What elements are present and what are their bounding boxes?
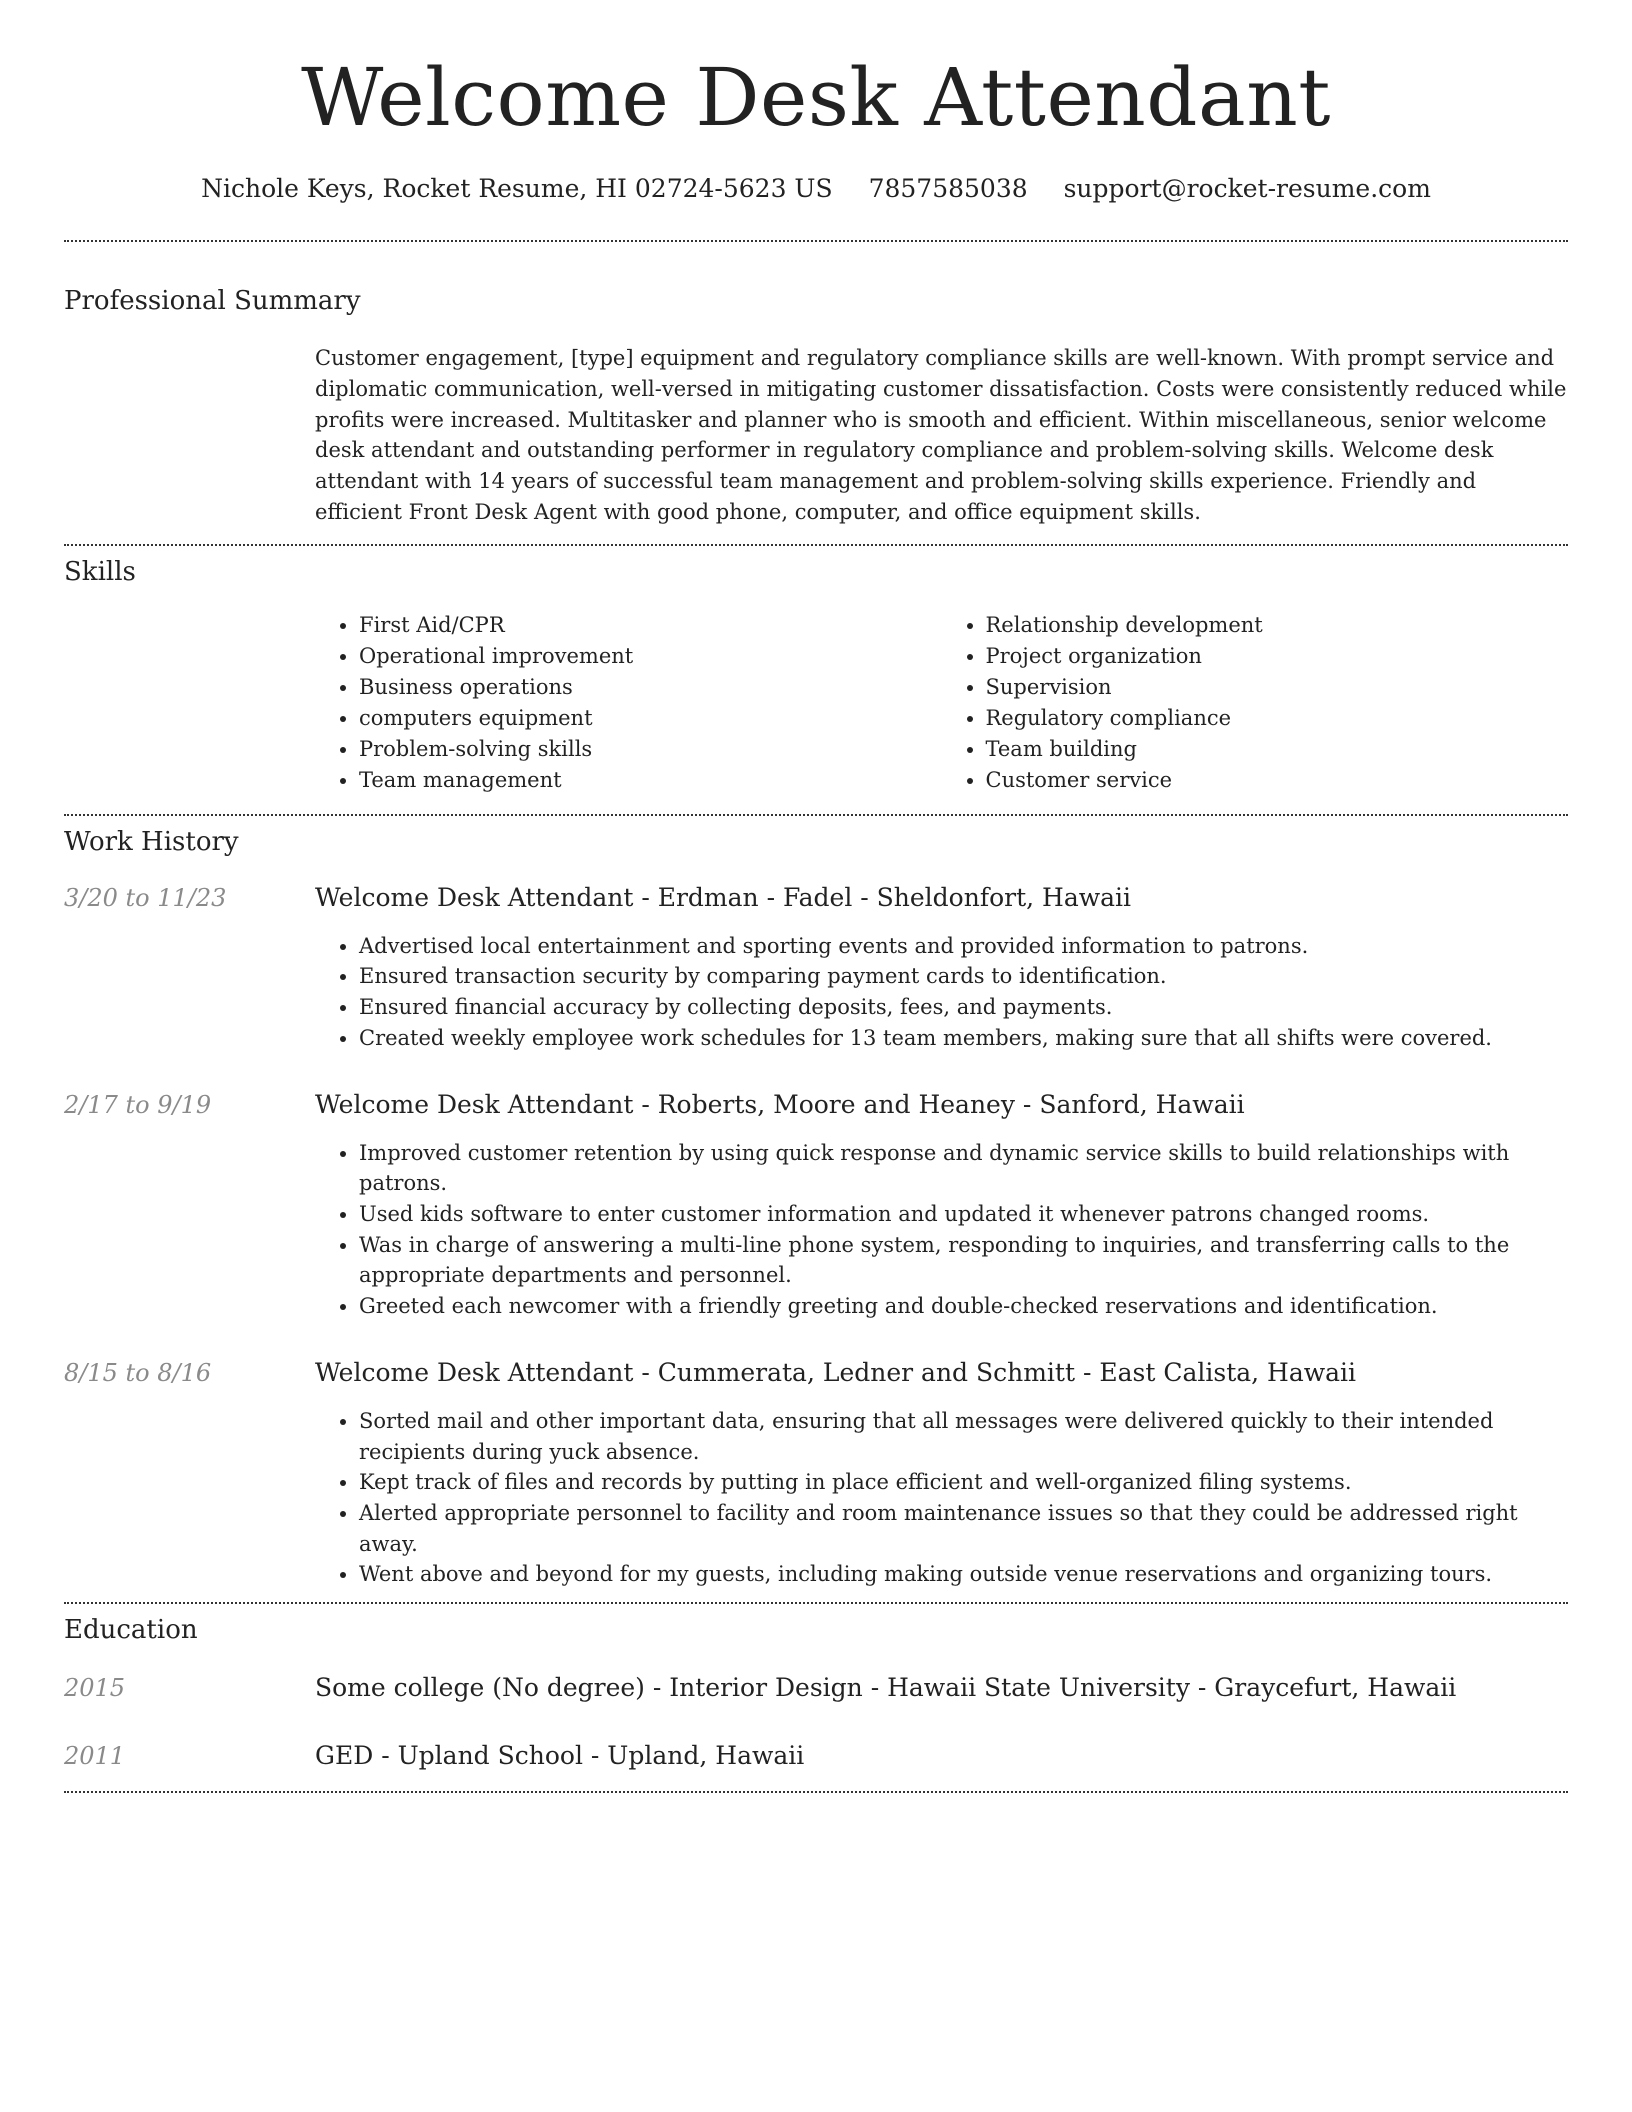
skill-item: • Business operations — [359, 672, 942, 703]
job-title: Welcome Desk Attendant - Roberts, Moore and Heaney - Sanford, Hawaii — [315, 1089, 1245, 1119]
job-date: 8/15 to 8/16 — [64, 1358, 212, 1387]
resume-title: Welcome Desk Attendant — [301, 51, 1331, 144]
job-bullet: • Was in charge of answering a multi-line phone system, responding to inquiries, and transferring calls to the appropriate departments and personnel. — [359, 1230, 1568, 1291]
job-title: Welcome Desk Attendant - Erdman - Fadel - Sheldonfort, Hawaii — [315, 882, 1132, 912]
skill-item: • Project organization — [986, 641, 1569, 672]
skill-item: • computers equipment — [359, 703, 942, 734]
job-bullet: • Kept track of files and records by putting in place efficient and well-organized filing systems. — [359, 1467, 1568, 1498]
job-bullets — [315, 1138, 1568, 1322]
skill-item: • Supervision — [986, 672, 1569, 703]
divider — [64, 1602, 1568, 1604]
skill-item: • Team building — [986, 734, 1569, 765]
job-date: 3/20 to 11/23 — [64, 883, 227, 912]
skill-item: • First Aid/CPR — [359, 610, 942, 641]
contact-email: support@rocket-resume.com — [1063, 174, 1431, 203]
divider — [64, 544, 1568, 546]
job-bullet: • Went above and beyond for my guests, including making outside venue reservations and organizing tours. — [359, 1559, 1568, 1590]
job-bullet: • Ensured transaction security by comparing payment cards to identification. — [359, 961, 1568, 992]
divider — [64, 240, 1568, 242]
job-entry — [64, 883, 1568, 1054]
job-header — [64, 1358, 1568, 1388]
skill-item: • Team management — [359, 765, 942, 796]
skills-grid — [315, 610, 1568, 796]
contact-phone: 7857585038 — [868, 174, 1028, 203]
skill-item: • Customer service — [986, 765, 1569, 796]
skill-item: • Problem-solving skills — [359, 734, 942, 765]
section-title-skills: Skills — [64, 556, 136, 587]
summary-text: Customer engagement, [type] equipment and regulatory compliance skills are well-known. With prompt service and diplomatic communication, well-versed in mitigating customer dissatisfaction. Costs were consistently reduced while profits were increased. Multitasker and planner who is smooth and efficient. Within miscellaneous, senior welcome desk attendant and outstanding performer in regulatory compliance and problem-solving skills. Welcome desk attendant with 14 years of successful team management and problem-solving skills experience. Friendly and efficient Front Desk Agent with good phone, computer, and office equipment skills. — [315, 346, 1567, 524]
education-entry — [64, 1741, 1568, 1771]
job-bullet: • Greeted each newcomer with a friendly greeting and double-checked reservations and identification. — [359, 1291, 1568, 1322]
education-entry — [64, 1673, 1568, 1703]
section-title-work: Work History — [64, 826, 239, 857]
summary-block — [315, 343, 1568, 528]
education-title: Some college (No degree) - Interior Design - Hawaii State University - Graycefurt, Hawaii — [315, 1673, 1457, 1703]
education-date: 2015 — [64, 1674, 126, 1703]
divider — [64, 1791, 1568, 1793]
education-title: GED - Upland School - Upland, Hawaii — [315, 1741, 805, 1771]
resume-page — [64, 0, 1568, 1793]
job-bullet: • Advertised local entertainment and sporting events and provided information to patrons. — [359, 931, 1568, 962]
job-header — [64, 883, 1568, 913]
job-bullet: • Alerted appropriate personnel to facility and room maintenance issues so that they could be addressed right away. — [359, 1498, 1568, 1559]
section-title-summary: Professional Summary — [64, 286, 361, 316]
contact-address: Nichole Keys, Rocket Resume, HI 02724-5623 US — [201, 174, 833, 203]
job-entry — [64, 1358, 1568, 1590]
skill-item: • Regulatory compliance — [986, 703, 1569, 734]
job-entry — [64, 1090, 1568, 1322]
skills-list-right — [942, 610, 1569, 796]
section-title-education: Education — [64, 1615, 198, 1646]
job-bullet: • Improved customer retention by using quick response and dynamic service skills to build relationships with patrons. — [359, 1138, 1568, 1199]
job-bullet: • Created weekly employee work schedules for 13 team members, making sure that all shifts were covered. — [359, 1023, 1568, 1054]
job-bullets — [315, 931, 1568, 1054]
job-header — [64, 1090, 1568, 1120]
skill-item: • Relationship development — [986, 610, 1569, 641]
job-bullet: • Used kids software to enter customer information and updated it whenever patrons changed rooms. — [359, 1199, 1568, 1230]
contact-line — [64, 174, 1568, 204]
divider — [64, 814, 1568, 816]
job-bullet: • Ensured financial accuracy by collecting deposits, fees, and payments. — [359, 992, 1568, 1023]
job-title: Welcome Desk Attendant - Cummerata, Ledner and Schmitt - East Calista, Hawaii — [315, 1357, 1357, 1387]
skill-item: • Operational improvement — [359, 641, 942, 672]
job-date: 2/17 to 9/19 — [64, 1090, 212, 1119]
education-date: 2011 — [64, 1742, 126, 1771]
skills-list-left — [315, 610, 942, 796]
job-bullet: • Sorted mail and other important data, ensuring that all messages were delivered quickly to their intended recipients during yuck absence. — [359, 1406, 1568, 1467]
job-bullets — [315, 1406, 1568, 1590]
